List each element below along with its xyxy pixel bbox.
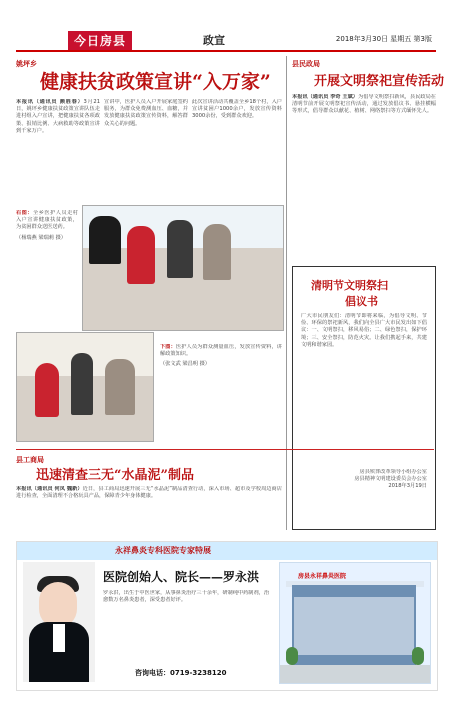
hospital-ground xyxy=(280,665,430,683)
hospital-windows xyxy=(294,597,414,655)
photo-person-3 xyxy=(167,220,193,278)
caption-left-text: 全乡医护人员走村入户宣讲健康扶贫政策，为贫困群众送医送药。 xyxy=(16,210,78,231)
proposal-signoff-1: 房县殡葬改革领导小组办公室 xyxy=(359,469,427,475)
right-headline: 开展文明祭祀宣传活动 xyxy=(314,74,445,89)
photo-medical-visit xyxy=(16,332,154,442)
photo-person-5 xyxy=(35,363,59,417)
main-col-1-text: 3月21日，姚坪乡健康扶贫政策宣讲队伍走进村组入户宣讲，把健康扶贫各项政策、报销比例、大病救助等政策宣讲到千家万户。 xyxy=(16,99,100,134)
main-headline: 健康扶贫政策宣讲“入万家” xyxy=(40,71,271,93)
hospital-photo xyxy=(279,562,431,684)
section-title: 政宣 xyxy=(203,34,225,47)
ad-portrait xyxy=(23,562,95,682)
proposal-box xyxy=(292,266,436,530)
right-article xyxy=(292,94,436,250)
page-header xyxy=(16,30,436,52)
photographer-right: （张文武 梁昌明 摄） xyxy=(160,361,210,368)
photo-person-2 xyxy=(127,226,155,284)
tree-icon xyxy=(412,647,424,665)
right-kicker: 县民政局 xyxy=(292,60,320,68)
portrait-shirt xyxy=(53,624,65,652)
ad-banner xyxy=(17,542,437,560)
photo-health-promotion xyxy=(82,205,284,331)
hospital-sign: 房县永祥鼻炎医院 xyxy=(298,573,347,580)
newspaper-logo: 今日房县 xyxy=(68,31,132,50)
ad-headline: 医院创始人、院长——罗永洪 xyxy=(103,570,260,584)
proposal-signoff-2: 房县精神文明建设委员会办公室 xyxy=(354,476,427,483)
photo-person-4 xyxy=(203,224,231,280)
main-col-3: 此次宣讲活动共覆盖全乡18个村，入户宣讲贫困户1000余户，发放宣传资料3000余份，受到群众欢迎。 xyxy=(192,99,282,120)
caption-left xyxy=(16,210,78,314)
photo-person-6 xyxy=(71,353,93,415)
ad-banner-text: 永祥鼻炎专科医院专家特展 xyxy=(115,545,211,555)
photo-person-7 xyxy=(105,359,135,415)
issue-date: 2018年3月30日 星期五 第3版 xyxy=(335,35,432,43)
proposal-title-2: 倡议书 xyxy=(345,295,378,308)
lower-body: 近日，县工商局迅速开展三无“水晶泥”制品清查行动，深入市场、超市及学校周边商店进行检查，全面清理不合格玩具产品，保障青少年身体健康。 xyxy=(16,486,282,500)
caption-right xyxy=(160,344,282,430)
column-divider xyxy=(286,56,287,530)
proposal-signoff-date: 2018年3月19日 xyxy=(388,483,427,490)
lower-kicker: 县工商局 xyxy=(16,456,44,464)
right-byline: 本报讯（通讯员 李奇 王斌） xyxy=(292,94,359,100)
photographer-left: （杨瑞燕 梁瑞莉 摄） xyxy=(16,234,66,241)
main-col-2: 宣讲中，医护人员入户开展家庭签约服务，为群众免费测血压、血糖，并发放健康扶贫政策宣传资料，解答群众关心的问题。 xyxy=(104,99,188,127)
proposal-body: 广大市民朋友们：清明节即将来临，为倡导文明、节俭、环保的祭祀新风，我们向全县广大市民发出如下倡议：一、文明祭扫，移风易俗；二、绿色祭扫，保护环境；三、安全祭扫，防范火灾。让我们携起手来，共建文明和谐家园。 xyxy=(301,313,427,348)
lower-article xyxy=(16,486,282,532)
main-byline: 本报讯（通讯员 颜胜春） xyxy=(16,99,84,105)
caption-left-title: 右图： xyxy=(16,210,34,216)
lower-byline: 本报讯（通讯员 何凤 魏新） xyxy=(16,486,83,492)
caption-right-title: 下图： xyxy=(160,344,176,350)
caption-right-text: 医护人员为群众测量血压，发放宣传资料，讲解政策知识。 xyxy=(160,344,282,358)
proposal-title-1: 清明节文明祭扫 xyxy=(311,279,388,292)
proposal-signoff xyxy=(301,469,427,519)
ad-phone: 咨询电话：0719-3238120 xyxy=(135,669,227,677)
main-kicker: 姚坪乡 xyxy=(16,60,37,68)
lower-rule xyxy=(16,449,434,450)
photo-person-1 xyxy=(89,216,121,264)
lower-headline: 迅速清查三无“水晶泥”制品 xyxy=(36,468,194,483)
right-body: 为倡导文明祭扫新风，县民政局在清明节前开展文明祭祀宣传活动，通过发放倡议书、悬挂横幅等形式，倡导群众以献花、植树、网络祭扫等方式缅怀先人。 xyxy=(292,94,436,115)
tree-icon xyxy=(286,647,298,665)
main-col-1 xyxy=(16,99,100,193)
ad-body: 罗永洪，出生于中医世家，从事鼻炎治疗三十余年，研制纯中药制剂，治愈数万名鼻炎患者，深受患者好评。 xyxy=(103,590,269,604)
ad-section xyxy=(16,541,438,691)
